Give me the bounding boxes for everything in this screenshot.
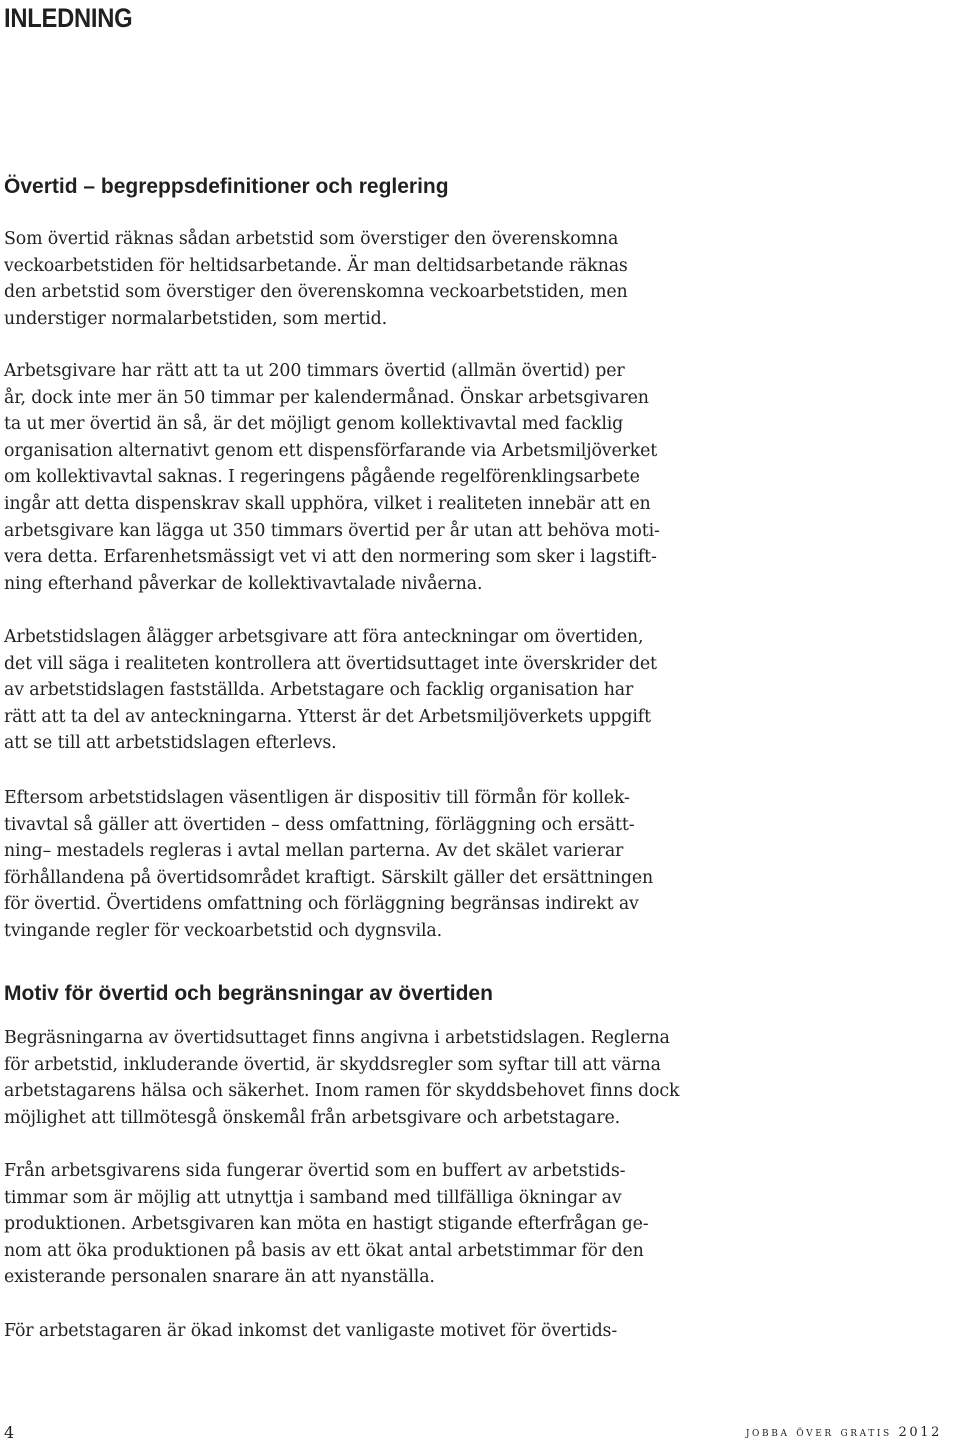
text-line: arbetstagarens hälsa och säkerhet. Inom ramen för skyddsbehovet finns dock	[4, 1081, 680, 1102]
text-line: produktionen. Arbetsgivaren kan möta en hastigt stigande efterfrågan ge-	[4, 1214, 649, 1235]
text-line: tivavtal så gäller att övertiden – dess omfattning, förläggning och ersätt-	[4, 814, 635, 835]
page-number: 4	[4, 1423, 15, 1442]
text-line: vera detta. Erfarenhetsmässigt vet vi att den normering som sker i lagstift-	[4, 547, 657, 568]
text-line: nom att öka produktionen på basis av ett ökat antal arbetstimmar för den	[4, 1240, 644, 1261]
text-line: arbetsgivare kan lägga ut 350 timmars övertid per år utan att behöva moti-	[4, 520, 660, 541]
text-line: Eftersom arbetstidslagen väsentligen är dispositiv till förmån för kollek-	[4, 788, 630, 808]
text-line: om kollektivavtal saknas. I regeringens pågående regelförenklingsarbete	[4, 467, 640, 488]
text-line: Arbetstidslagen ålägger arbetsgivare att föra anteckningar om övertiden,	[4, 627, 644, 647]
text-line: det vill säga i realiteten kontrollera att övertidsuttaget inte överskrider det	[4, 653, 657, 674]
text-line: Arbetsgivare har rätt att ta ut 200 timmars övertid (allmän övertid) per	[4, 361, 625, 381]
text-line: tvingande regler för veckoarbetstid och dygnsvila.	[4, 920, 442, 941]
text-line: organisation alternativt genom ett dispensförfarande via Arbetsmiljöverket	[4, 440, 658, 461]
text-line: För arbetstagaren är ökad inkomst det vanligaste motivet för övertids-	[4, 1321, 618, 1341]
paragraph	[4, 1318, 617, 1345]
text-line: av arbetstidslagen fastställda. Arbetstagare och facklig organisation har	[4, 680, 634, 701]
page-title: INLEDNING	[4, 3, 133, 33]
text-line: ning– mestadels regleras i avtal mellan parterna. Av det skälet varierar	[4, 841, 624, 862]
paragraph	[4, 358, 660, 597]
text-line: timmar som är möjlig att utnyttja i samband med tillfälliga ökningar av	[4, 1187, 622, 1208]
text-line: att se till att arbetstidslagen efterlevs.	[4, 733, 337, 754]
text-line: veckoarbetstiden för heltidsarbetande. Är man deltidsarbetande räknas	[4, 255, 628, 276]
text-line: den arbetstid som överstiger den överenskomna veckoarbetstiden, men	[4, 282, 628, 303]
text-line: förhållandena på övertidsområdet kraftigt. Särskilt gäller det ersättningen	[4, 867, 654, 888]
text-line: Begräsningarna av övertidsuttaget finns angivna i arbetstidslagen. Reglerna	[4, 1028, 670, 1048]
text-line: Som övertid räknas sådan arbetstid som överstiger den överenskomna	[4, 229, 619, 249]
text-line: ning efterhand påverkar de kollektivavtalade nivåerna.	[4, 573, 483, 594]
text-line: ingår att detta dispenskrav skall upphöra, vilket i realiteten innebär att en	[4, 493, 651, 514]
text-line: för arbetstid, inkluderande övertid, är skyddsregler som syftar till att värna	[4, 1054, 661, 1075]
paragraph	[4, 226, 628, 332]
text-line: rätt att ta del av anteckningarna. Ytterst är det Arbetsmiljöverkets uppgift	[4, 706, 651, 727]
section-heading-overtime-motives: Motiv för övertid och begränsningar av övertiden	[4, 982, 493, 1005]
paragraph	[4, 1025, 679, 1131]
text-line: understiger normalarbetstiden, som mertid.	[4, 308, 387, 329]
paragraph	[4, 785, 653, 945]
text-line: möjlighet att tillmötesgå önskemål från arbetsgivare och arbetstagare.	[4, 1107, 621, 1128]
running-footer-title: jobba över gratis 2012	[745, 1425, 942, 1440]
paragraph	[4, 1158, 648, 1291]
paragraph	[4, 624, 657, 757]
text-line: år, dock inte mer än 50 timmar per kalendermånad. Önskar arbetsgivaren	[4, 387, 649, 408]
text-line: Från arbetsgivarens sida fungerar övertid som en buffert av arbetstids-	[4, 1161, 626, 1181]
text-line: existerande personalen snarare än att nyanställa.	[4, 1267, 435, 1288]
text-line: ta ut mer övertid än så, är det möjligt genom kollektivavtal med facklig	[4, 414, 624, 435]
section-heading-overtime-definitions: Övertid – begreppsdefinitioner och reglering	[4, 175, 449, 198]
text-line: för övertid. Övertidens omfattning och förläggning begränsas indirekt av	[4, 894, 639, 915]
